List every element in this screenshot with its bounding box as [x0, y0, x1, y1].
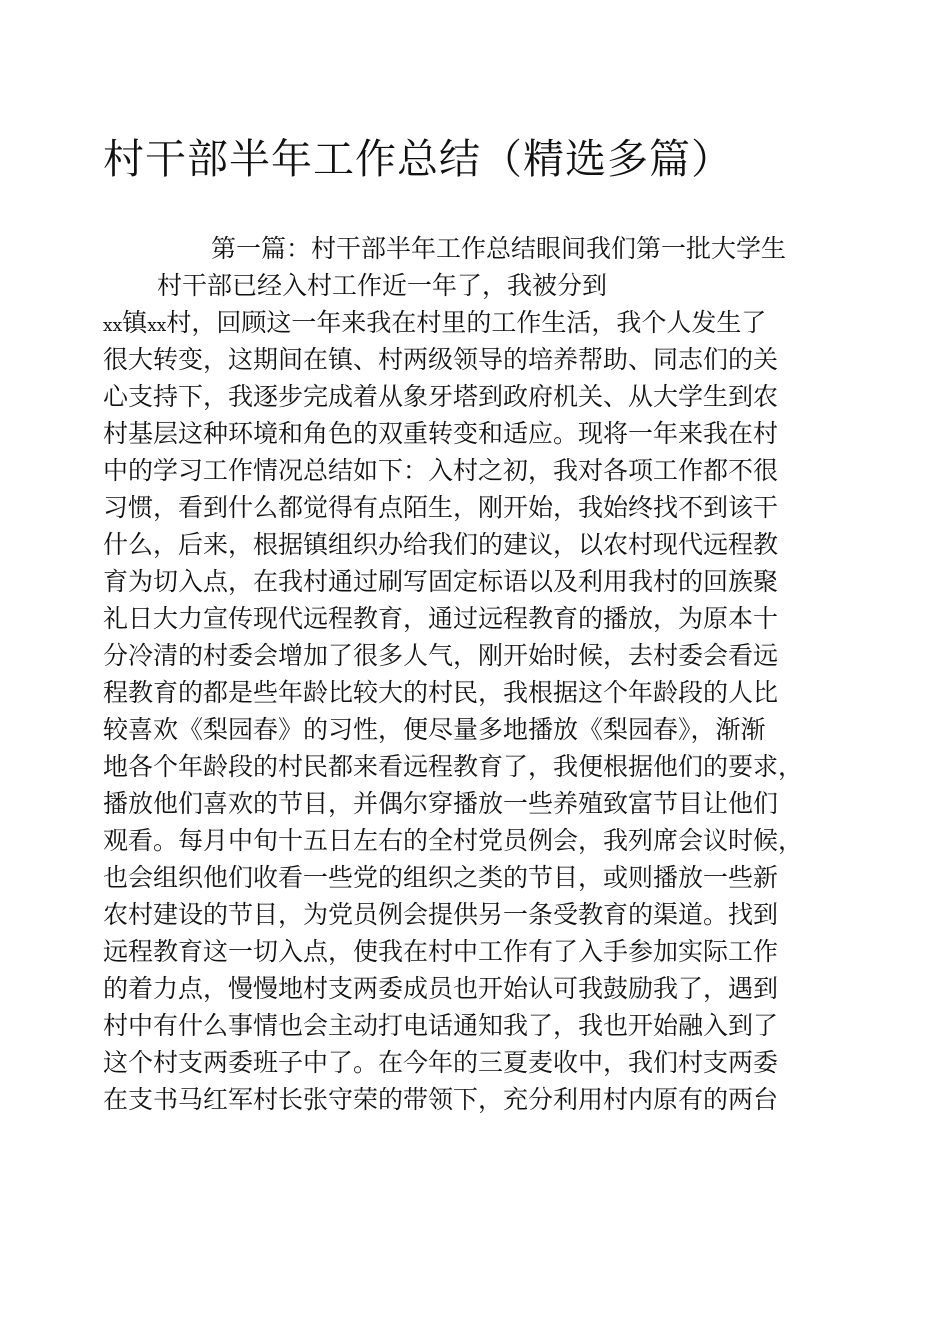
paragraph-line: 在支书马红军村长张守荣的带领下，充分利用村内原有的两台 — [103, 1085, 779, 1114]
paragraph-line: 中的学习工作情况总结如下：入村之初，我对各项工作都不很 — [103, 456, 779, 485]
paragraph-line: 心支持下，我逐步完成着从象牙塔到政府机关、从大学生到农 — [103, 382, 779, 411]
paragraph-line: 村干部已经入村工作近一年了，我被分到 — [157, 271, 608, 300]
paragraph-line: 村基层这种环境和角色的双重转变和适应。现将一年来我在村 — [103, 419, 779, 448]
paragraph-fragment: 镇 — [122, 308, 148, 337]
placeholder-text: xx — [103, 316, 123, 336]
paragraph-line: 的着力点，慢慢地村支两委成员也开始认可我鼓励我了，遇到 — [103, 974, 779, 1003]
paragraph-line: 较喜欢《梨园春》的习性，便尽量多地播放《梨园春》，渐渐 — [103, 715, 766, 744]
paragraph-line: 礼日大力宣传现代远程教育，通过远程教育的播放，为原本十 — [103, 604, 779, 633]
paragraph-line: 什么，后来，根据镇组织办给我们的建议，以农村现代远程教 — [103, 530, 779, 559]
paragraph-line: 播放他们喜欢的节目，并偶尔穿播放一些养殖致富节目让他们 — [103, 789, 779, 818]
paragraph-fragment: 村，回顾这一年来我在村里的工作生活，我个人发生了 — [166, 308, 767, 337]
paragraph-line: 也会组织他们收看一些党的组织之类的节目，或则播放一些新 — [103, 863, 779, 892]
paragraph-line — [103, 304, 863, 341]
paragraph-line: 习惯，看到什么都觉得有点陌生，刚开始，我始终找不到该干 — [103, 493, 779, 522]
placeholder-text: xx — [147, 316, 167, 336]
paragraph-line: 分冷清的村委会增加了很多人气，刚开始时候，去村委会看远 — [103, 641, 779, 670]
paragraph-line: 观看。每月中旬十五日左右的全村党员例会，我列席会议时候， — [103, 826, 804, 855]
paragraph-line: 程教育的都是些年龄比较大的村民，我根据这个年龄段的人比 — [103, 678, 779, 707]
paragraph-line: 育为切入点，在我村通过刷写固定标语以及利用我村的回族聚 — [103, 567, 779, 596]
paragraph-line: 很大转变，这期间在镇、村两级领导的培养帮助、同志们的关 — [103, 345, 779, 374]
paragraph-line: 第一篇：村干部半年工作总结眼间我们第一批大学生 — [211, 234, 787, 263]
paragraph-line: 远程教育这一切入点，使我在村中工作有了入手参加实际工作 — [103, 937, 779, 966]
paragraph-line: 地各个年龄段的村民都来看远程教育了，我便根据他们的要求， — [103, 752, 804, 781]
paragraph-line: 农村建设的节目，为党员例会提供另一条受教育的渠道。找到 — [103, 900, 779, 929]
paragraph-line: 这个村支两委班子中了。在今年的三夏麦收中，我们村支两委 — [103, 1048, 779, 1077]
paragraph-line: 村中有什么事情也会主动打电话通知我了，我也开始融入到了 — [103, 1011, 779, 1040]
document-title: 村干部半年工作总结（精选多篇） — [103, 135, 733, 184]
document-body — [103, 230, 863, 1118]
